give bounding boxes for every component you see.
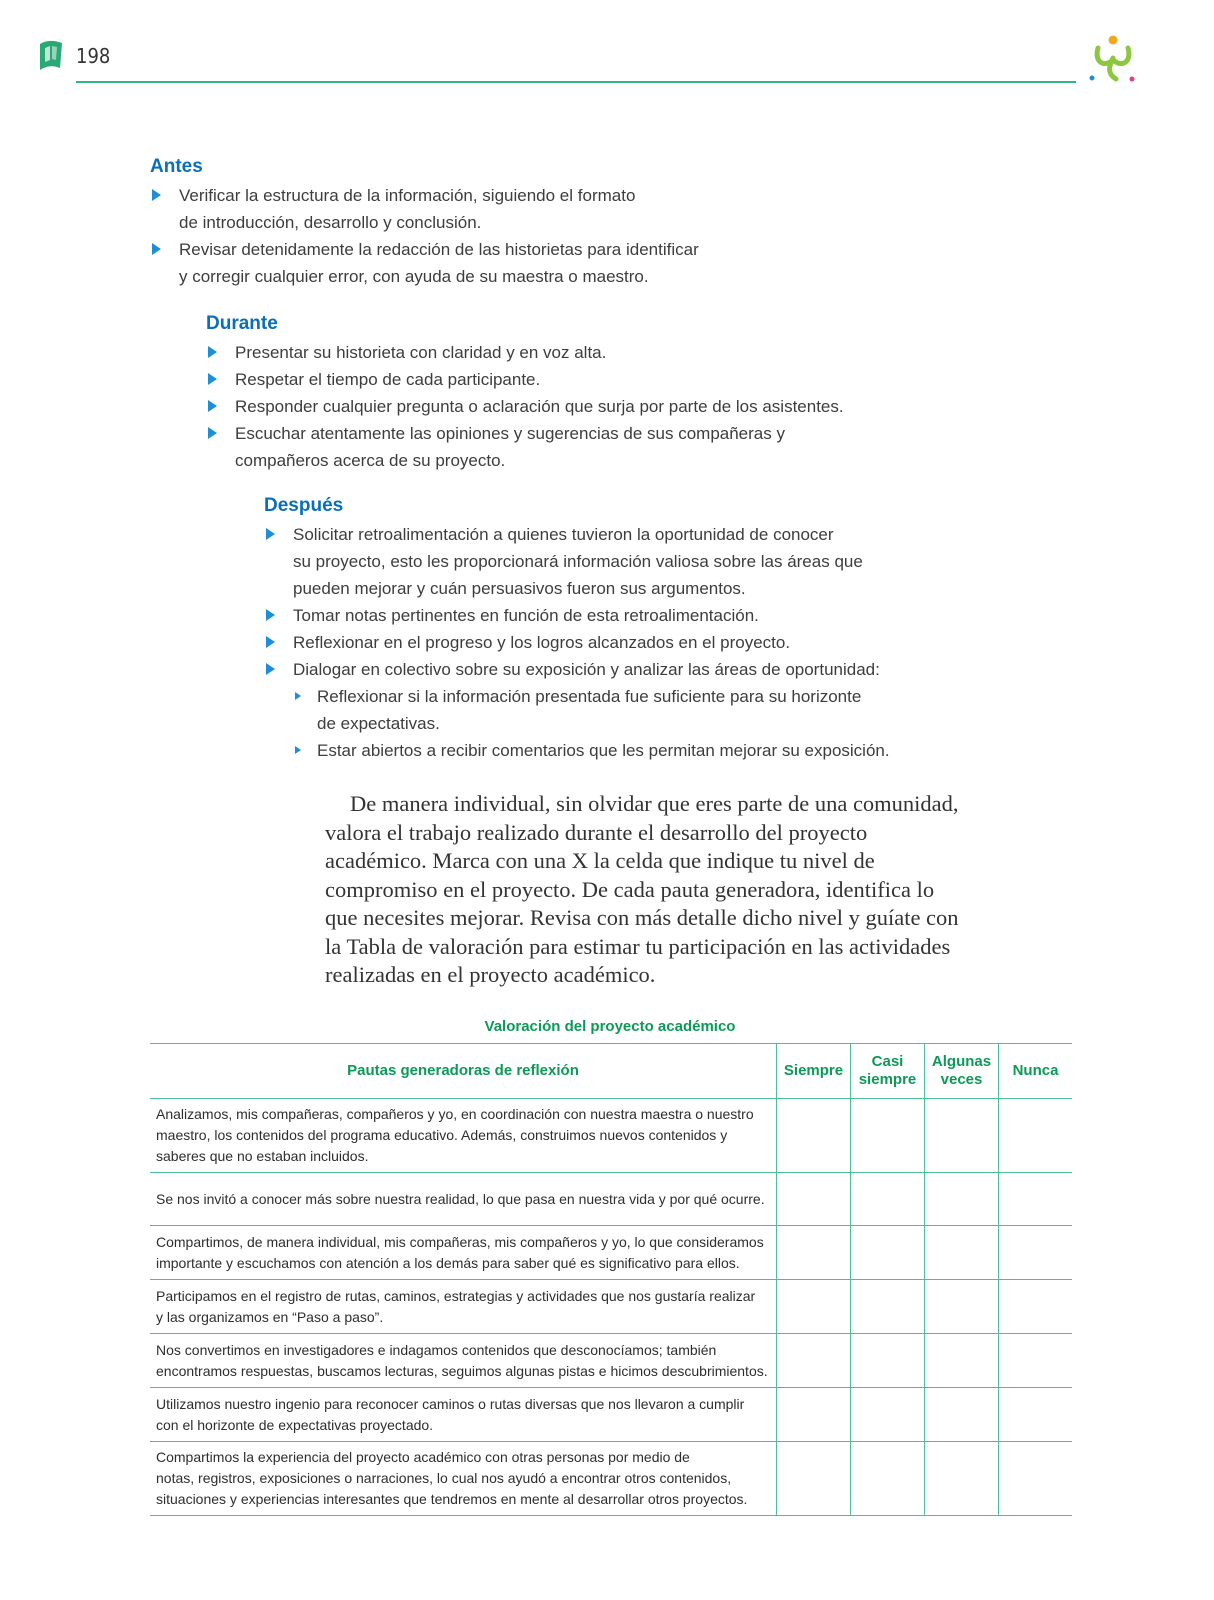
criteria-cell: Se nos invitó a conocer más sobre nuestra realidad, lo que pasa en nuestra vida y por qué ocurre. <box>156 1190 765 1207</box>
mark-cell-algunas-veces[interactable] <box>925 1334 999 1388</box>
table-title: Valoración del proyecto académico <box>484 1018 736 1035</box>
sub-list <box>293 683 944 764</box>
bullet-icon <box>266 663 275 675</box>
table-row <box>150 1442 1072 1516</box>
table-row <box>150 1388 1072 1442</box>
table-header-row <box>150 1044 1072 1099</box>
page-number: 198 <box>76 44 111 68</box>
criteria-cell: Participamos en el registro de rutas, caminos, estrategias y actividades que nos gustaría realizar y las organizamos en “Paso a paso”. <box>156 1287 756 1325</box>
antes-heading: Antes <box>150 156 203 177</box>
bullet-icon <box>208 400 217 412</box>
mark-cell-nunca[interactable] <box>999 1334 1073 1388</box>
list-item: Verificar la estructura de la información, siguiendo el formato de introducción, desarrollo y conclusión. <box>150 182 750 236</box>
mark-cell-algunas-veces[interactable] <box>925 1442 999 1516</box>
mark-cell-algunas-veces[interactable] <box>925 1388 999 1442</box>
header-criteria: Pautas generadoras de reflexión <box>347 1062 579 1079</box>
bullet-icon <box>208 427 217 439</box>
list-item: Escuchar atentamente las opiniones y sugerencias de sus compañeras y compañeros acerca de su proyecto. <box>206 420 906 474</box>
mark-cell-algunas-veces[interactable] <box>925 1280 999 1334</box>
mark-cell-nunca[interactable] <box>999 1226 1073 1280</box>
mark-cell-siempre[interactable] <box>777 1173 851 1226</box>
mark-cell-siempre[interactable] <box>777 1226 851 1280</box>
header-nunca: Nunca <box>999 1044 1073 1099</box>
table-row <box>150 1334 1072 1388</box>
criteria-cell: Compartimos la experiencia del proyecto académico con otras personas por medio de notas, registros, exposiciones o narraciones, lo cual nos ayudó a encontrar otros contenidos, situaciones y experiencias interesantes que tendremos en mente al desarrollar otros proyectos. <box>156 1449 748 1507</box>
durante-heading: Durante <box>206 313 278 334</box>
bullet-icon <box>152 189 161 201</box>
sub-list-item: Reflexionar si la información presentada fue suficiente para su horizonte de expectativas. <box>293 683 944 737</box>
mark-cell-algunas-veces[interactable] <box>925 1099 999 1173</box>
list-item: Respetar el tiempo de cada participante. <box>206 366 906 393</box>
mark-cell-casi-siempre[interactable] <box>851 1226 925 1280</box>
criteria-cell: Analizamos, mis compañeras, compañeros y yo, en coordinación con nuestra maestra o nuestro maestro, los contenidos del programa educativo. Además, construimos nuevos contenidos y saberes que no estaban incluidos. <box>156 1106 754 1164</box>
bullet-icon <box>266 528 275 540</box>
instruction-paragraph: De manera individual, sin olvidar que eres parte de una comunidad, valora el trabajo realizado durante el desarrollo del proyecto académico. Marca con una X la celda que indique tu nivel de compromiso en el proyecto. De cada pauta generadora, identifica lo que necesites mejorar. Revisa con más detalle dicho nivel y guíate con la Tabla de valoración para estimar tu participación en las actividades realizadas en el proyecto académico. <box>325 791 959 987</box>
list-item: Revisar detenidamente la redacción de las historietas para identificar y corregir cualquier error, con ayuda de su maestra o maestro. <box>150 236 750 290</box>
mark-cell-nunca[interactable] <box>999 1388 1073 1442</box>
mark-cell-casi-siempre[interactable] <box>851 1388 925 1442</box>
table-row <box>150 1173 1072 1226</box>
table-row <box>150 1280 1072 1334</box>
list-item: Tomar notas pertinentes en función de esta retroalimentación. <box>264 602 944 629</box>
antes-section <box>150 156 750 290</box>
bullet-icon <box>208 346 217 358</box>
despues-section <box>264 495 944 764</box>
bullet-icon <box>266 609 275 621</box>
bullet-icon <box>266 636 275 648</box>
mark-cell-nunca[interactable] <box>999 1173 1073 1226</box>
list-item: Solicitar retroalimentación a quienes tuvieron la oportunidad de conocer su proyecto, esto les proporcionará información valiosa sobre las áreas que pueden mejorar y cuán persuasivos fueron sus argumentos. <box>264 521 944 602</box>
bullet-icon <box>152 243 161 255</box>
mark-cell-algunas-veces[interactable] <box>925 1173 999 1226</box>
mark-cell-casi-siempre[interactable] <box>851 1334 925 1388</box>
mark-cell-siempre[interactable] <box>777 1099 851 1173</box>
list-item: Responder cualquier pregunta o aclaración que surja por parte de los asistentes. <box>206 393 906 420</box>
header-algunas-veces: Algunas veces <box>925 1044 999 1099</box>
table-row <box>150 1099 1072 1173</box>
criteria-cell: Compartimos, de manera individual, mis compañeras, mis compañeros y yo, lo que consideramos importante y escuchamos con atención a los demás para saber qué es significativo para ellos. <box>156 1233 764 1271</box>
mark-cell-casi-siempre[interactable] <box>851 1280 925 1334</box>
table-row <box>150 1226 1072 1280</box>
list-item: Dialogar en colectivo sobre su exposición y analizar las áreas de oportunidad: Reflexionar si la información presentada fue suficiente para su horizonte de expectativas. Estar abiertos a recibir comentarios que les permitan mejorar su exposición. <box>264 656 944 764</box>
program-logo-icon <box>1086 34 1140 84</box>
mark-cell-casi-siempre[interactable] <box>851 1099 925 1173</box>
header-divider <box>76 81 1076 83</box>
mark-cell-casi-siempre[interactable] <box>851 1173 925 1226</box>
criteria-cell: Nos convertimos en investigadores e indagamos contenidos que desconocíamos; también encontramos respuestas, buscamos lecturas, seguimos algunas pistas e hicimos descubrimientos. <box>156 1341 768 1379</box>
bullet-icon <box>208 373 217 385</box>
small-bullet-icon <box>295 692 301 700</box>
mark-cell-nunca[interactable] <box>999 1099 1073 1173</box>
header-siempre: Siempre <box>777 1044 851 1099</box>
header-casi-siempre: Casi siempre <box>851 1044 925 1099</box>
sub-list-item: Estar abiertos a recibir comentarios que les permitan mejorar su exposición. <box>293 737 944 764</box>
book-badge-icon <box>36 38 66 74</box>
mark-cell-siempre[interactable] <box>777 1280 851 1334</box>
mark-cell-siempre[interactable] <box>777 1442 851 1516</box>
mark-cell-nunca[interactable] <box>999 1442 1073 1516</box>
mark-cell-algunas-veces[interactable] <box>925 1226 999 1280</box>
evaluation-table <box>150 1043 1072 1516</box>
small-bullet-icon <box>295 746 301 754</box>
durante-section <box>206 313 906 474</box>
mark-cell-nunca[interactable] <box>999 1280 1073 1334</box>
mark-cell-siempre[interactable] <box>777 1334 851 1388</box>
list-item: Reflexionar en el progreso y los logros alcanzados en el proyecto. <box>264 629 944 656</box>
mark-cell-casi-siempre[interactable] <box>851 1442 925 1516</box>
list-item: Presentar su historieta con claridad y en voz alta. <box>206 339 906 366</box>
mark-cell-siempre[interactable] <box>777 1388 851 1442</box>
criteria-cell: Utilizamos nuestro ingenio para reconocer caminos o rutas diversas que nos llevaron a cumplir con el horizonte de expectativas proyectado. <box>156 1395 745 1433</box>
despues-heading: Después <box>264 495 344 516</box>
